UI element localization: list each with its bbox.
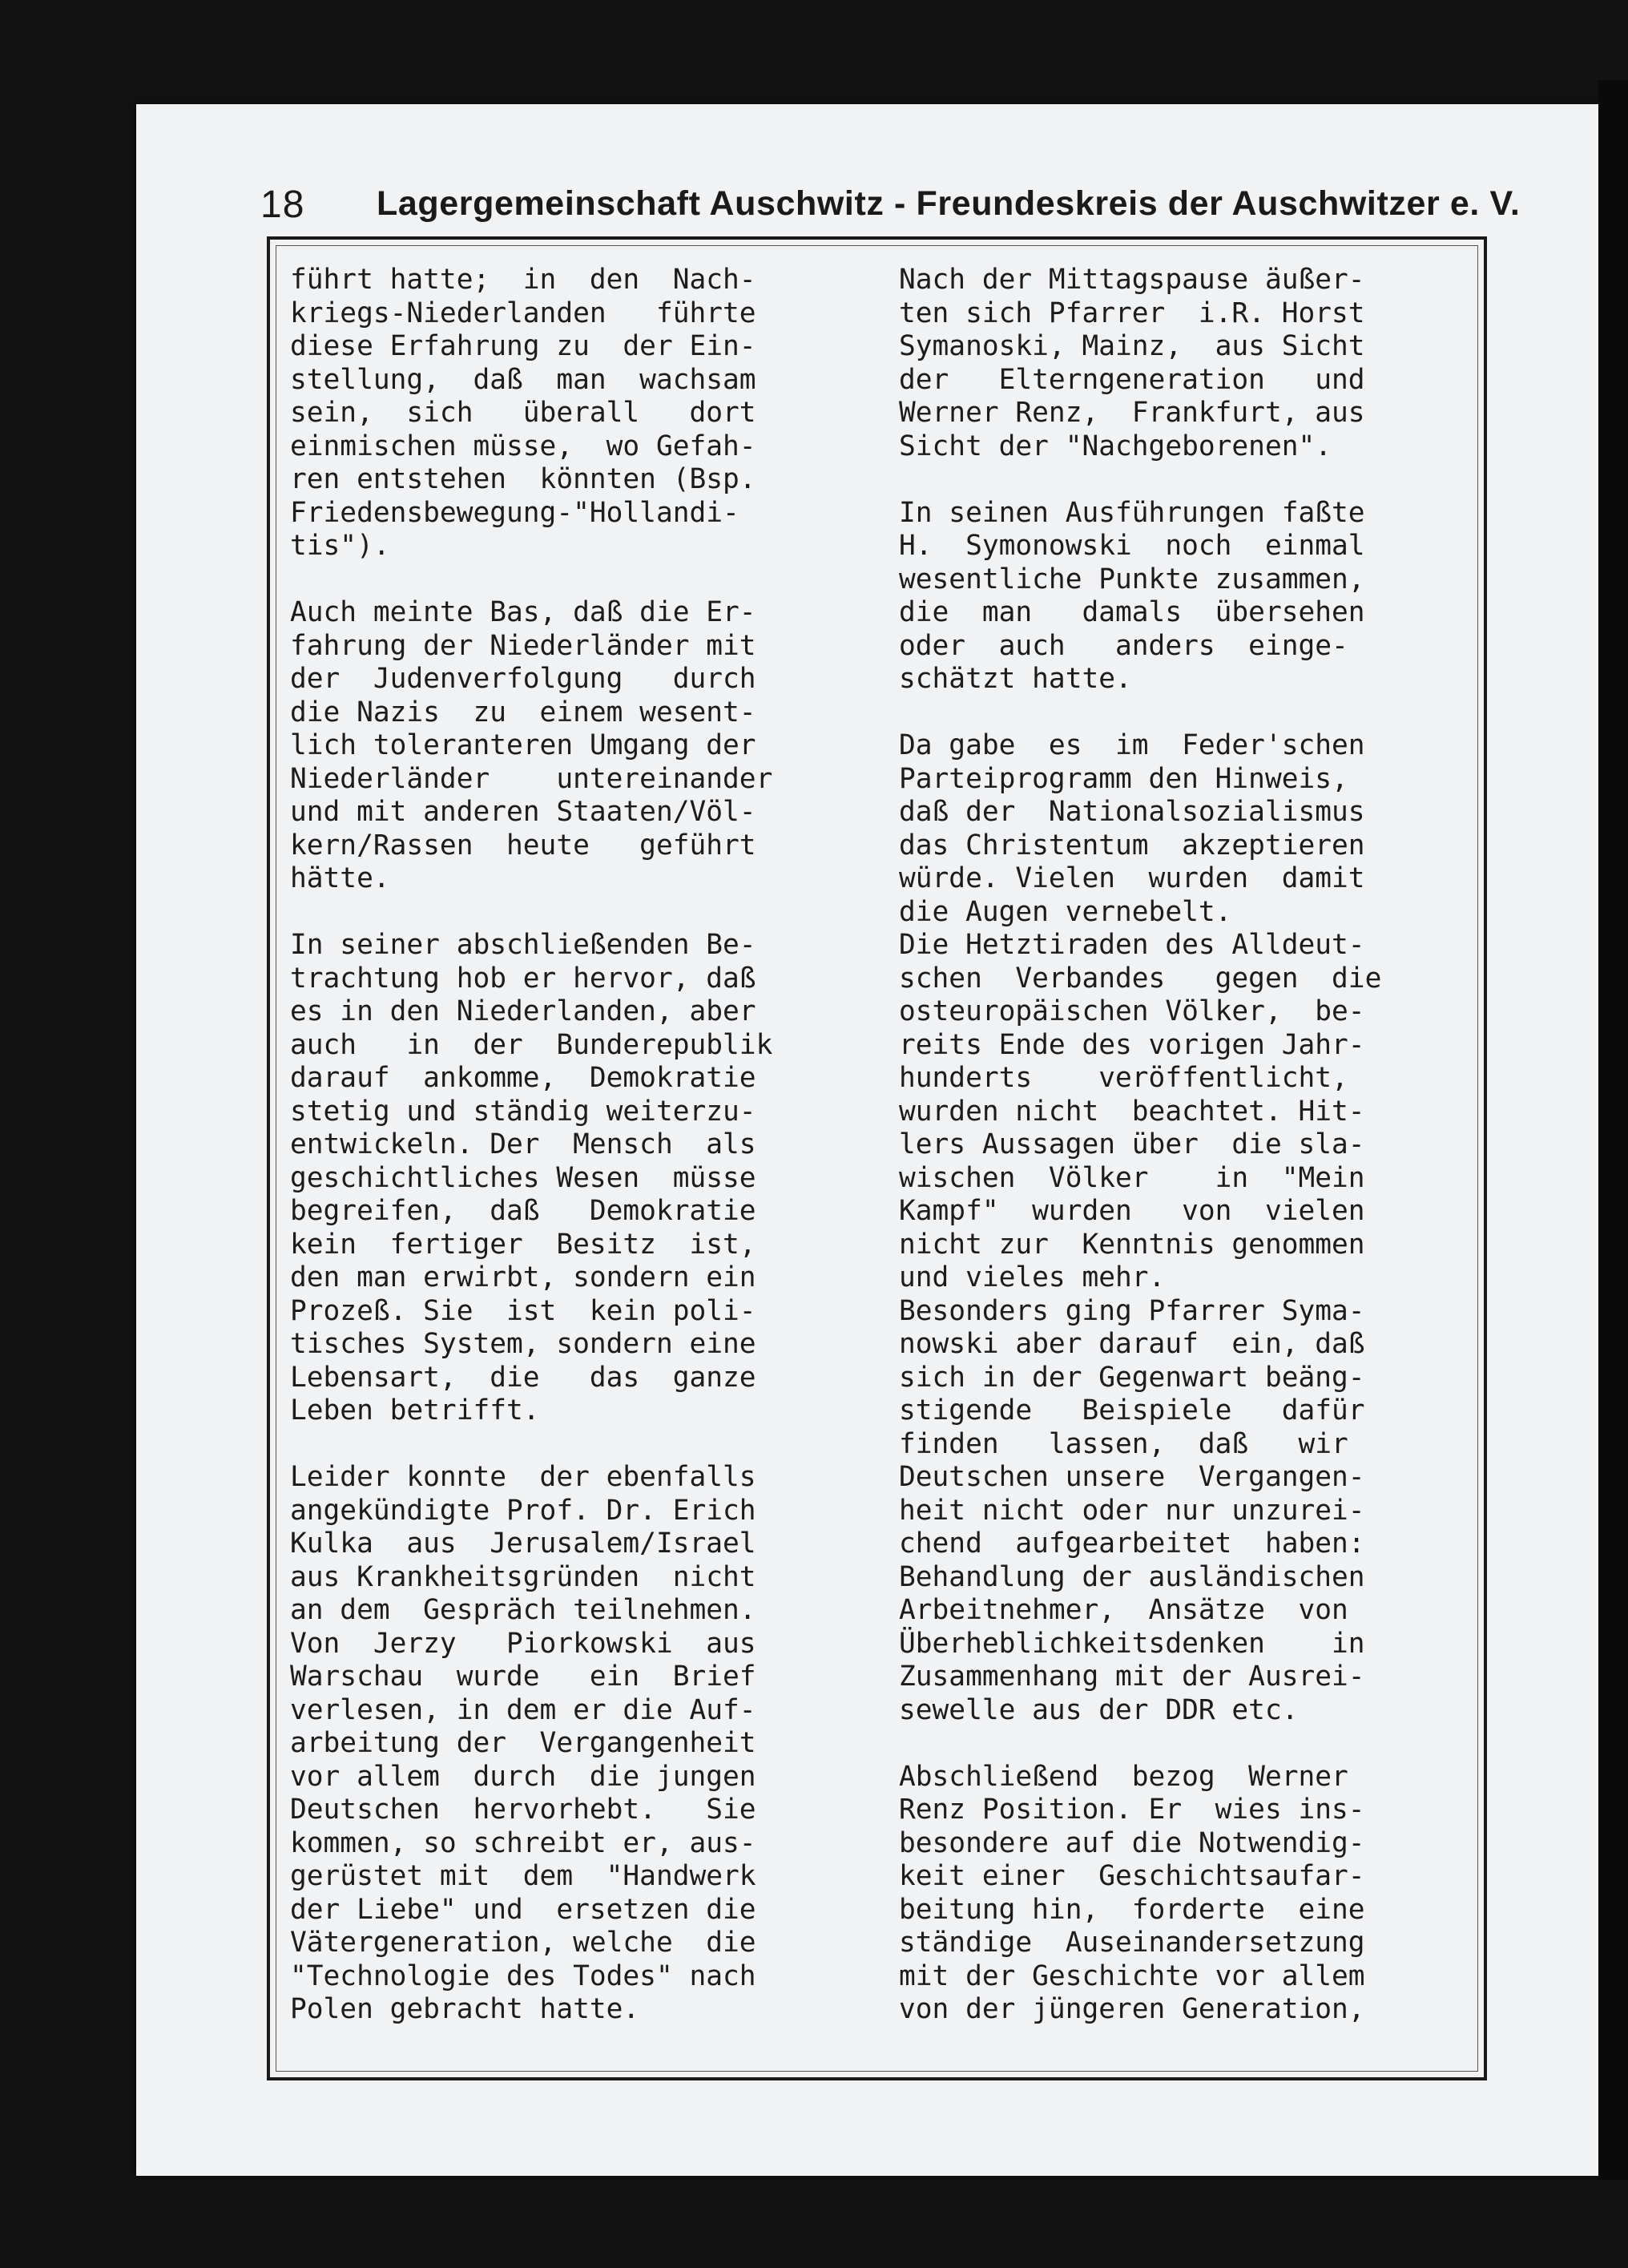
- page-shadow-edge: [1598, 80, 1628, 2180]
- paragraph: Auch meinte Bas, daß die Er- fahrung der Niederländer mit der Judenverfolgung durch die Nazis zu einem wesent- lich toleranteren Umgang der Niederländer untereinander und mit anderen Staaten/Völ- kern/Rassen heute geführt hätte.: [290, 596, 773, 894]
- paragraph: In seiner abschließenden Be- trachtung hob er hervor, daß es in den Niederlanden, aber auch in der Bunderepublik darauf ankomme, Demokratie stetig und ständig weiterzu- entwickeln. Der Mensch als geschichtliches Wesen müsse begreifen, daß Demokratie kein fertiger Besitz ist, den man erwirbt, sondern ein Prozeß. Sie ist kein poli- tisches System, sondern eine Lebensart, die das ganze Leben betrifft.: [290, 929, 773, 1427]
- paragraph: führt hatte; in den Nach- kriegs-Niederlanden führte diese Erfahrung zu der Ein- stellung, daß man wachsam sein, sich überall dort einmischen müsse, wo Gefah- ren entstehen könnten (Bsp. Friedensbewegung-"Hollandi- tis").: [290, 264, 756, 562]
- paragraph: Leider konnte der ebenfalls angekündigte Prof. Dr. Erich Kulka aus Jerusalem/Israel aus Krankheitsgründen nicht an dem Gespräch teilnehmen. Von Jerzy Piorkowski aus Warschau wurde ein Brief verlesen, in dem er die Auf- arbeitung der Vergangenheit vor allem durch die jungen Deutschen hervorhebt. Sie kommen, so schreibt er, aus- gerüstet mit dem "Handwerk der Liebe" und ersetzen die Vätergeneration, welche die "Technologie des Todes" nach Polen gebracht hatte.: [290, 1461, 756, 2025]
- header-title: Lagergemeinschaft Auschwitz - Freundeskreis der Auschwitzer e. V.: [377, 184, 1521, 223]
- paragraph: In seinen Ausführungen faßte H. Symonowski noch einmal wesentliche Punkte zusammen, die man damals übersehen oder auch anders einge- schätzt hatte.: [899, 496, 1365, 695]
- page-header: [260, 176, 1606, 232]
- left-column: [290, 264, 860, 2027]
- page-number: 18: [260, 184, 305, 226]
- article-frame: [267, 236, 1487, 2080]
- document-page: [136, 104, 1598, 2176]
- paragraph: Abschließend bezog Werner Renz Position. Er wies ins- besondere auf die Notwendig- keit einer Geschichtsaufar- beitung hin, forderte eine ständige Auseinandersetzung mit der Geschichte vor allem von der jüngeren Generation,: [899, 1760, 1365, 2025]
- paragraph: Da gabe es im Feder'schen Parteiprogramm den Hinweis, daß der Nationalsozialismus das Christentum akzeptieren würde. Vielen wurden damit die Augen vernebelt. Die Hetztiraden des Alldeut- schen Verbandes gegen die osteuropäischen Völker, be- reits Ende des vorigen Jahr- hunderts veröffentlicht, wurden nicht beachtet. Hit- lers Aussagen über die sla- wischen Völker in "Mein Kampf" wurden von vielen nicht zur Kenntnis genommen und vieles mehr. Besonders ging Pfarrer Syma- nowski aber darauf ein, daß sich in der Gegenwart beäng- stigende Beispiele dafür finden lassen, daß wir Deutschen unsere Vergangen- heit nicht oder nur unzurei- chend aufgearbeitet haben: Behandlung der ausländischen Arbeitnehmer, Ansätze von Überheblichkeitsdenken in Zusammenhang mit der Ausrei- sewelle aus der DDR etc.: [899, 729, 1382, 1726]
- paragraph: Nach der Mittagspause äußer- ten sich Pfarrer i.R. Horst Symanoski, Mainz, aus Sicht der Elterngeneration und Werner Renz, Frankfurt, aus Sicht der "Nachgeborenen".: [899, 264, 1365, 462]
- right-column: [899, 264, 1469, 2027]
